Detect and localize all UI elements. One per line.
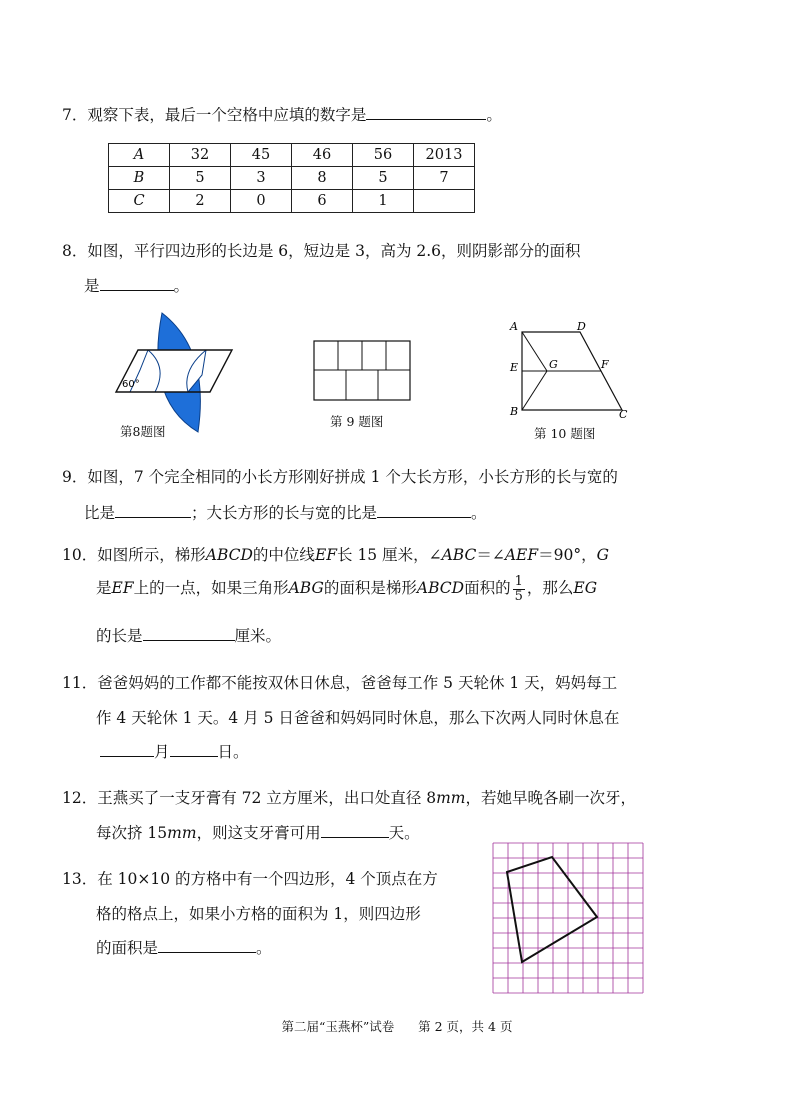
table-cell: 45 [231, 144, 292, 167]
figure-8 [110, 305, 240, 440]
table-cell: 46 [292, 144, 353, 167]
q7-answer-blank[interactable] [366, 103, 486, 120]
table-cell-empty[interactable] [414, 190, 475, 213]
q10-text: ＝∠ [476, 546, 505, 564]
q13-line3 [96, 936, 272, 958]
q10-text: ，那么 [526, 579, 574, 597]
q13-number: 13． [62, 870, 98, 888]
table-cell: 56 [353, 144, 414, 167]
q10-var: ABG [288, 579, 324, 597]
q11-day-blank[interactable] [170, 740, 218, 757]
table-cell: C [109, 190, 170, 213]
footer-page: 第 2 页，共 4 页 [418, 1019, 513, 1034]
q8-end: 。 [173, 277, 190, 295]
q9-answer-blank-1[interactable] [115, 501, 191, 518]
fraction-numerator: 1 [514, 573, 523, 589]
table-cell: 2 [170, 190, 231, 213]
q10-text: 长 15 厘米，∠ [337, 546, 442, 564]
q10-var: ABC [441, 546, 477, 564]
figure-13-grid [492, 842, 644, 994]
q10-line3 [96, 624, 281, 646]
q10-text: ＝90°， [538, 546, 597, 564]
q10-text: 的面积是梯形 [323, 579, 417, 597]
q10-var: EF [111, 579, 134, 597]
q12-text: 王燕买了一支牙膏有 72 立方厘米，出口处直径 8 [97, 789, 437, 807]
q9-line1: 如图，7 个完全相同的小长方形刚好拼成 1 个大长方形，小长方形的长与宽的 [87, 468, 618, 486]
q12-answer-blank[interactable] [321, 821, 389, 838]
caption-10: 第 10 题图 [534, 426, 596, 441]
q7-text: 观察下表，最后一个空格中应填的数字是 [87, 106, 367, 124]
q10-text: 的中位线 [252, 546, 315, 564]
label-d: D [577, 320, 586, 333]
label-c: C [619, 408, 628, 421]
table-cell: 0 [231, 190, 292, 213]
q10-text: 厘米。 [234, 627, 282, 645]
q9-answer-blank-2[interactable] [377, 501, 471, 518]
caption-8: 第8题图 [120, 424, 166, 439]
q11-number: 11． [62, 674, 98, 692]
q10-text: 是 [96, 579, 112, 597]
q10-var: G [596, 546, 609, 564]
q10-var: AEF [504, 546, 539, 564]
q10-line2 [96, 574, 597, 604]
q10-var: EG [573, 579, 598, 597]
q11-line1: 爸爸妈妈的工作都不能按双休日休息，爸爸每工作 5 天轮休 1 天，妈妈每工 [97, 674, 618, 692]
table-cell: 5 [170, 167, 231, 190]
table-row [109, 190, 475, 213]
q8-number: 8． [62, 242, 88, 260]
q8-prefix: 是 [84, 277, 100, 295]
q13-answer-blank[interactable] [158, 936, 256, 953]
label-b: B [510, 405, 519, 418]
q9-part-a: 比是 [84, 504, 116, 522]
figure-9 [312, 340, 412, 402]
q13-end: 。 [256, 939, 272, 957]
q9-line2 [84, 501, 487, 523]
q7-number: 7． [62, 106, 88, 124]
table-cell: 2013 [414, 144, 475, 167]
table-cell: A [109, 144, 170, 167]
q12-end: 天。 [388, 824, 420, 842]
q10-text: 上的一点，如果三角形 [133, 579, 289, 597]
table-cell: 32 [170, 144, 231, 167]
q12-text: ，若她早晚各刷一次牙， [465, 789, 637, 807]
table-cell: 5 [353, 167, 414, 190]
q10-text: 的长是 [96, 627, 143, 645]
label-g: G [549, 358, 558, 371]
label-f: F [601, 358, 609, 371]
q7-table [108, 143, 475, 213]
table-row [109, 167, 475, 190]
q12-text: ，则这支牙膏可用 [196, 824, 321, 842]
q8-line1: 如图，平行四边形的长边是 6，短边是 3，高为 2.6，则阴影部分的面积 [87, 242, 581, 260]
q8-answer-blank[interactable] [100, 274, 174, 291]
table-row [109, 144, 475, 167]
q7-end: 。 [486, 106, 502, 124]
q11-line3 [100, 740, 249, 762]
q10-answer-blank[interactable] [143, 624, 235, 641]
question-13 [62, 868, 438, 890]
q11-month-label: 月 [154, 743, 170, 761]
table-cell: 8 [292, 167, 353, 190]
table-cell: 7 [414, 167, 475, 190]
q12-unit: mm [436, 789, 466, 807]
figure-10 [505, 318, 635, 422]
q11-line2: 作 4 天轮休 1 天。4 月 5 日爸爸和妈妈同时休息，那么下次两人同时休息在 [96, 709, 620, 727]
segment-ag [522, 332, 547, 371]
q12-text: 每次挤 15 [96, 824, 168, 842]
q12-number: 12． [62, 789, 98, 807]
segment-gb [522, 371, 547, 410]
q10-text: 面积的 [464, 579, 511, 597]
fraction-one-fifth [513, 575, 525, 604]
question-9 [62, 466, 618, 488]
q11-day-label: 日。 [217, 743, 249, 761]
question-10 [62, 544, 609, 566]
q10-number: 10． [62, 546, 98, 564]
caption-9: 第 9 题图 [330, 414, 384, 429]
question-7 [62, 103, 502, 126]
q10-var: ABCD [416, 579, 465, 597]
q13-line1: 在 10×10 的方格中有一个四边形，4 个顶点在方 [97, 870, 438, 888]
table-cell: 1 [353, 190, 414, 213]
page-footer [0, 1017, 794, 1035]
q10-var: EF [314, 546, 338, 564]
table-cell: B [109, 167, 170, 190]
q8-line2 [84, 274, 189, 296]
q13-line2: 格的格点上，如果小方格的面积为 1，则四边形 [96, 905, 421, 923]
q11-month-blank[interactable] [100, 740, 154, 757]
q9-number: 9． [62, 468, 88, 486]
label-e: E [510, 361, 519, 374]
label-a: A [510, 320, 518, 333]
fraction-denominator: 5 [514, 588, 523, 604]
question-12 [62, 787, 636, 809]
table-cell: 3 [231, 167, 292, 190]
footer-title: 第二届“玉燕杯”试卷 [281, 1019, 395, 1034]
q12-line2 [96, 821, 420, 843]
q9-end: 。 [471, 504, 487, 522]
q13-text: 的面积是 [96, 939, 159, 957]
angle-label: 60° [122, 379, 140, 390]
table-cell: 6 [292, 190, 353, 213]
question-11 [62, 672, 617, 694]
question-8 [62, 240, 581, 262]
q9-part-b: ；大长方形的长与宽的比是 [191, 504, 378, 522]
q10-text: 如图所示，梯形 [97, 546, 206, 564]
q12-unit: mm [167, 824, 197, 842]
q10-var: ABCD [205, 546, 253, 564]
